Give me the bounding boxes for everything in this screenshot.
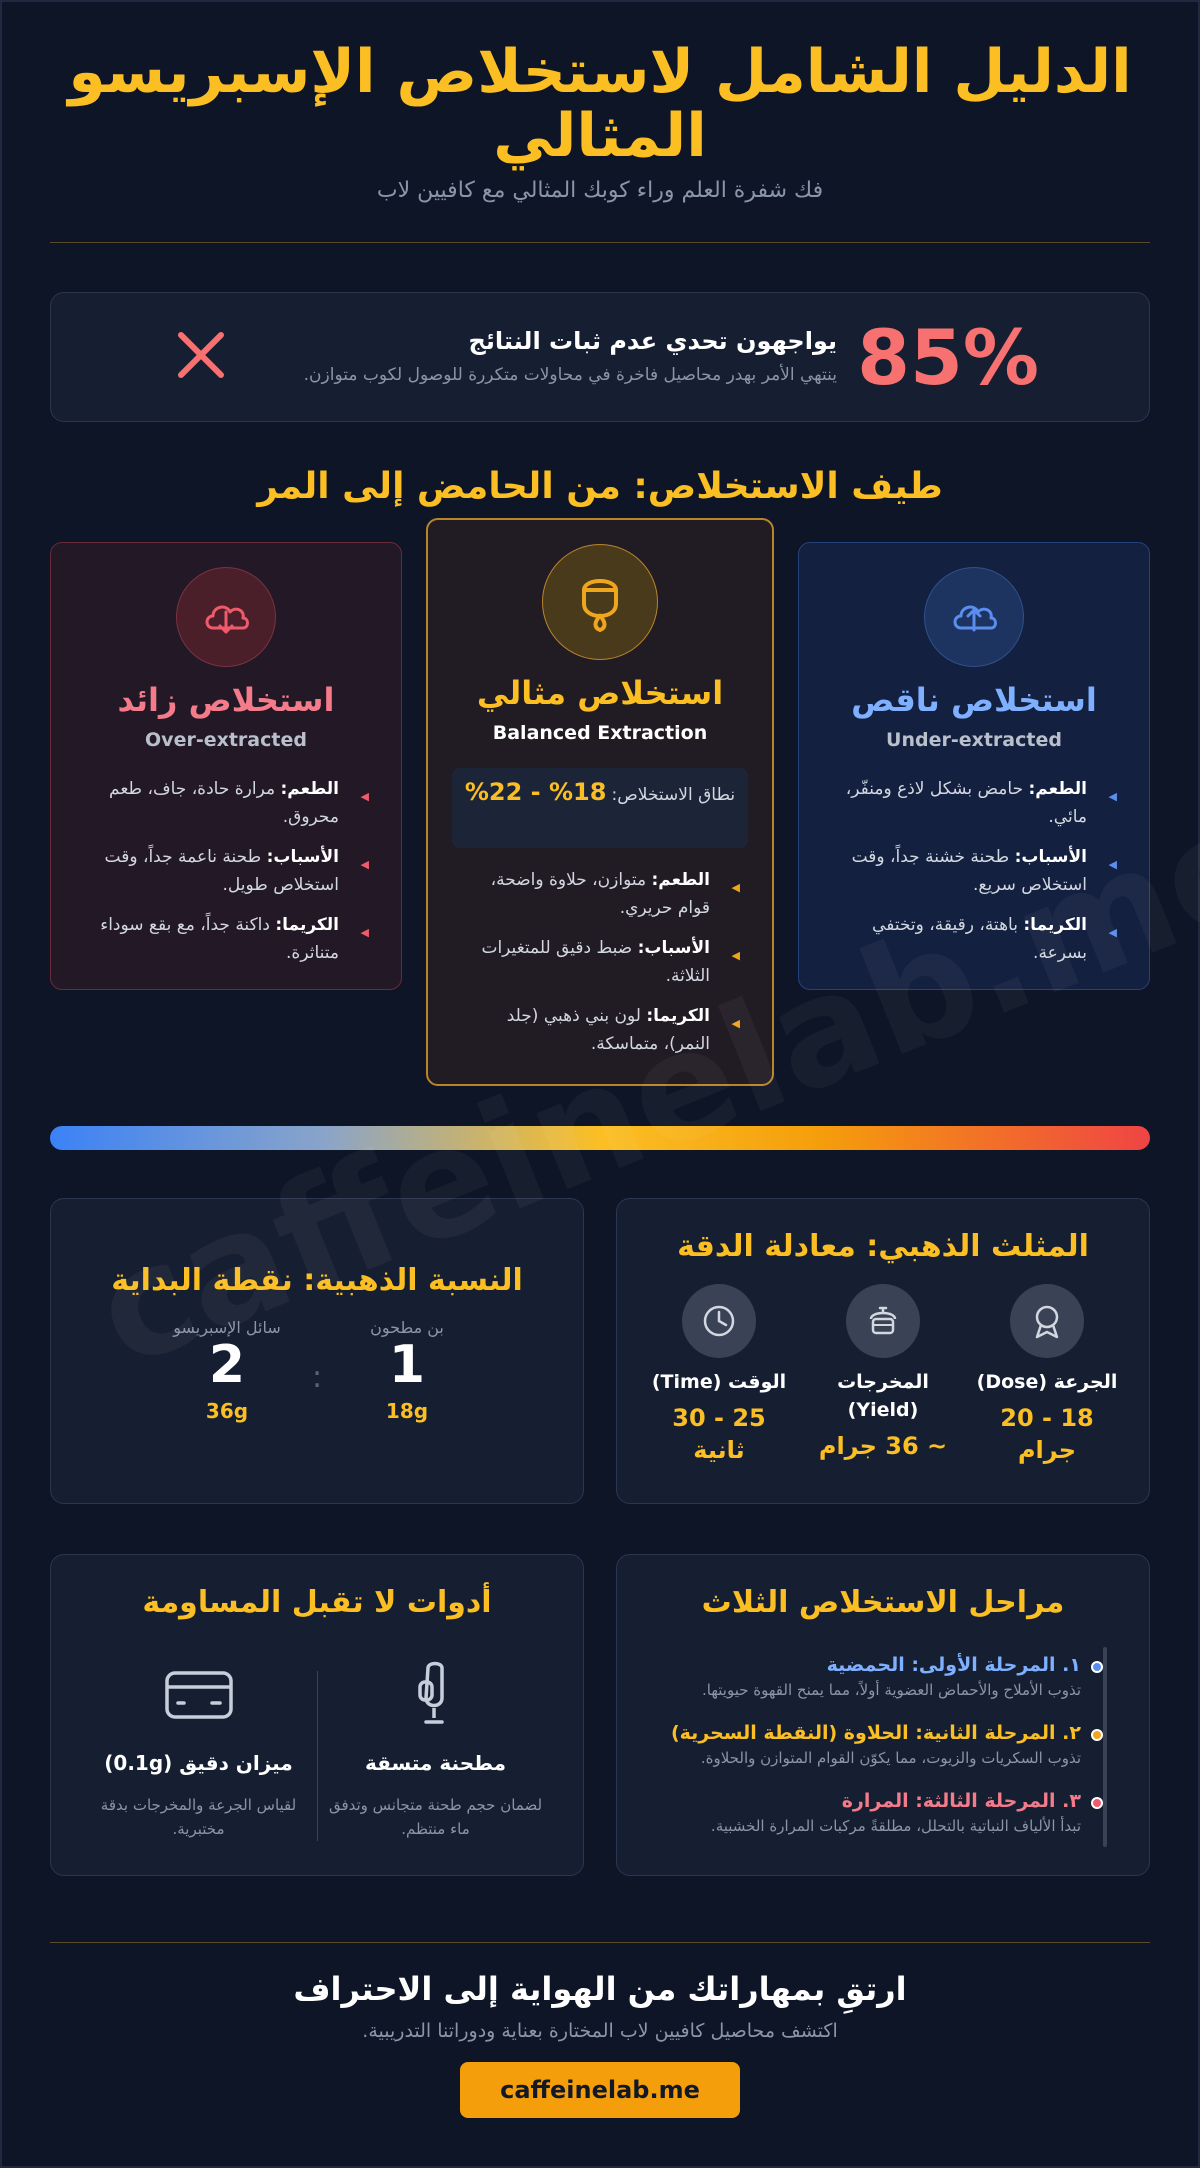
stat-percent: 85% [857,313,1039,402]
card-title: استخلاص زائد [117,681,335,719]
coffee-pot-icon [846,1284,920,1358]
triangle-label: المخرجات (Yield) [837,1371,929,1421]
panel-title: أدوات لا تقبل المساومة [142,1585,492,1620]
header-divider [50,242,1150,243]
stage-item [667,1651,1111,1701]
list-item: ◀ الأسباب: طحنة خشنة جداً، وقت استخلاص سريع. [851,847,1117,895]
card-subtitle: Over-extracted [145,729,307,751]
footer [50,1970,1150,2118]
footer-subtitle: اكتشف محاصيل كافيين لاب المختارة بعناية ودوراتنا التدريبية. [362,2020,838,2042]
card-over-extracted [50,542,402,990]
page-header [50,37,1150,203]
spectrum-title: طيف الاستخلاص: من الحامض إلى المر [257,466,943,507]
tool-scale [81,1655,317,1841]
list-item: ◀ الكريما: باهتة، رقيقة، وتختفي بسرعة. [872,915,1117,963]
scale-icon [91,1655,307,1735]
card-subtitle: Balanced Extraction [492,722,708,744]
triangle-value: 18 - 20 جرام [1000,1404,1094,1464]
list-item: ◀ الأسباب: ضبط دقيق للمتغيرات الثلاثة. [481,938,740,986]
stage-description: تبدأ الألياف النباتية بالتحلل، مطلقةً مركبات المرارة الخشبية. [710,1817,1081,1835]
ratio-number: 2 [208,1335,246,1395]
tool-description: لقياس الجرعة والمخرجات بدقة مختبرية. [100,1796,297,1838]
card-points [464,866,744,1058]
tool-description: لضمان حجم طحنة متجانس وتدفق ماء منتظم. [328,1796,543,1838]
bullet-triangle-icon: ◀ [1108,926,1117,939]
list-item: ◀ الأسباب: طحنة ناعمة جداً، وقت استخلاص طويل. [104,847,369,895]
card-ideal-extraction [426,518,774,1086]
list-item: ◀ الطعم: حامض بشكل لاذع ومنفّر، مائي. [845,779,1117,827]
stages-list [667,1651,1111,1855]
list-item: ◀ الطعم: متوازن، حلاوة واضحة، قوام حريري. [490,870,740,918]
panel-title: مراحل الاستخلاص الثلاث [701,1585,1065,1620]
ratio-grams: 18g [385,1399,429,1423]
panel-title: المثلث الذهبي: معادلة الدقة [677,1229,1089,1264]
stat-description: ينتهي الأمر بهدر محاصيل فاخرة في محاولات متكررة للوصول لكوب متوازن. [303,365,837,385]
stage-title: ٢. المرحلة الثانية: الحلاوة (النقطة السحرية) [670,1722,1081,1744]
tool-name: ميزان دقيق (0.1g) [104,1751,293,1775]
ratio-number: 1 [388,1335,426,1395]
close-x-icon [171,325,231,385]
ratio-row [51,1318,583,1423]
ratio-label: بن مطحون [370,1318,444,1337]
range-value: 18% - 22% [464,778,607,806]
timeline-dot-icon [1091,1661,1103,1673]
card-points [835,775,1121,967]
extraction-gradient-bar [50,1126,1150,1150]
cloud-upload-icon [924,567,1024,667]
tools-list [51,1655,583,1841]
tool-name: مطحنة متسقة [365,1751,506,1775]
tools-divider [317,1671,318,1841]
stat-headline: يواجهون تحدي عدم ثبات النتائج [468,327,837,355]
stage-item [667,1719,1111,1769]
range-label: نطاق الاستخلاص: [611,785,736,805]
list-item: ◀ الكريما: داكنة جداً، مع بقع سوداء متناثرة. [100,915,369,963]
clock-icon [682,1284,756,1358]
triangle-label: الجرعة (Dose) [976,1371,1118,1393]
timeline-dot-icon [1091,1729,1103,1741]
page-title: الدليل الشامل لاستخلاص الإسبريسو المثالي [68,37,1132,171]
panel-title: النسبة الذهبية: نقطة البداية [111,1263,523,1298]
stage-description: تذوب الأملاح والأحماض العضوية أولاً، مما يمنح القهوة حيويتها. [702,1681,1081,1699]
golden-ratio-panel [50,1198,584,1504]
triangle-item-yield [808,1284,958,1466]
list-item: ◀ الكريما: لون بني ذهبي (جلد النمر)، متماسكة. [506,1006,740,1054]
triangle-value: ~ 36 جرام [818,1432,948,1460]
triangle-value: 25 - 30 ثانية [672,1404,766,1464]
bullet-triangle-icon: ◀ [1108,858,1117,871]
extraction-stages-panel [616,1554,1150,1876]
grinder-icon [328,1655,544,1735]
stage-title: ٣. المرحلة الثالثة: المرارة [841,1790,1081,1812]
card-under-extracted [798,542,1150,990]
extraction-range [452,768,748,848]
triangle-item-dose [972,1284,1122,1466]
bullet-triangle-icon: ◀ [1108,790,1117,803]
triangle-item-time [644,1284,794,1466]
footer-title: ارتقِ بمهاراتك من الهواية إلى الاحتراف [293,1970,907,2008]
card-title: استخلاص مثالي [476,674,724,712]
stat-banner [50,292,1150,422]
page-subtitle: فك شفرة العلم وراء كوبك المثالي مع كافيين لاب [376,178,824,203]
coffee-drop-icon [542,544,658,660]
footer-divider [50,1942,1150,1943]
timeline-dot-icon [1091,1797,1103,1809]
essential-tools-panel [50,1554,584,1876]
card-points [87,775,373,967]
award-icon [1010,1284,1084,1358]
cloud-download-icon [176,567,276,667]
tool-grinder [318,1655,554,1841]
stage-title: ١. المرحلة الأولى: الحمضية [826,1654,1081,1676]
triangle-items [617,1284,1149,1466]
bullet-triangle-icon: ◀ [360,926,369,939]
stage-item [667,1787,1111,1837]
golden-triangle-panel [616,1198,1150,1504]
cta-button[interactable]: caffeinelab.me [460,2062,740,2118]
stage-description: تذوب السكريات والزيوت، مما يكوّن القوام المتوازن والحلاوة. [700,1749,1081,1767]
bullet-triangle-icon: ◀ [731,1017,740,1030]
card-subtitle: Under-extracted [886,729,1062,751]
bullet-triangle-icon: ◀ [731,881,740,894]
ratio-label: سائل الإسبريسو [173,1318,281,1337]
card-title: استخلاص ناقص [851,681,1097,719]
ratio-grams: 36g [205,1399,249,1423]
ratio-espresso-liquid [152,1318,302,1423]
triangle-label: الوقت (Time) [651,1371,787,1393]
bullet-triangle-icon: ◀ [360,790,369,803]
ratio-separator: : [311,1360,323,1395]
ratio-ground-coffee [332,1318,482,1423]
bullet-triangle-icon: ◀ [731,949,740,962]
list-item: ◀ الطعم: مرارة حادة، جاف، طعم محروق. [109,779,369,827]
bullet-triangle-icon: ◀ [360,858,369,871]
